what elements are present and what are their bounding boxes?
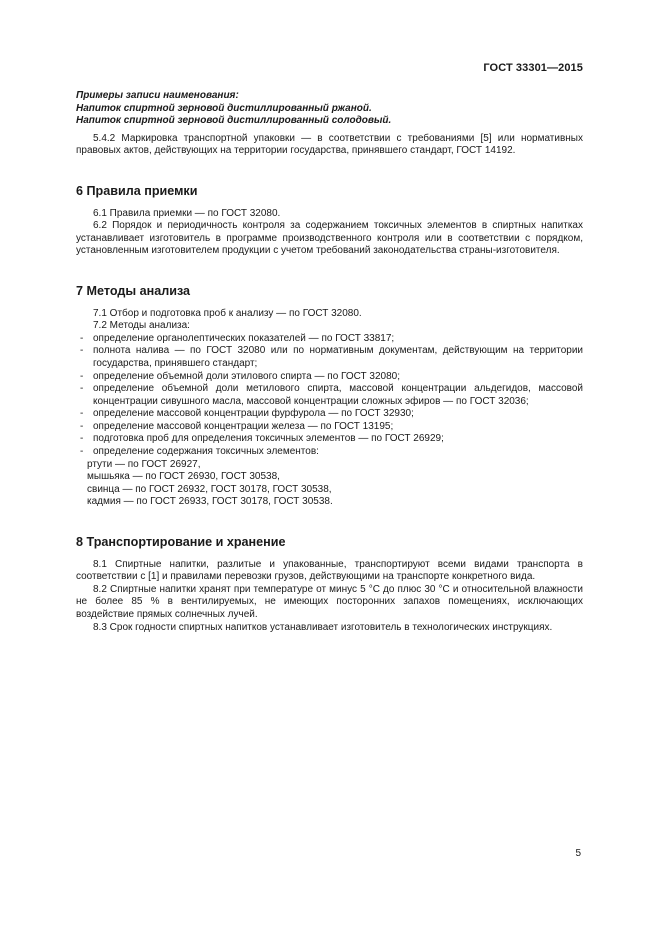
list-dash: - xyxy=(80,408,84,420)
list-dash: - xyxy=(80,446,84,458)
list-item-text: определение содержания токсичных элементов: xyxy=(93,446,319,458)
list-dash: - xyxy=(80,332,84,344)
list-item xyxy=(76,433,583,446)
paragraph-7-2: 7.2 Методы анализа: xyxy=(93,320,190,332)
list-dash: - xyxy=(80,370,84,382)
document-body xyxy=(76,90,583,634)
list-item-text: определение массовой концентрации железа — по ГОСТ 13195; xyxy=(93,420,394,432)
list-item-text: полнота налива — по ГОСТ 32080 или по нормативным документам, действующим на территории государства, принявшего стандарт; xyxy=(93,345,583,369)
toxic-element-text: ртути — по ГОСТ 26927, xyxy=(87,458,201,470)
section-8-heading: 8 Транспортирование и хранение xyxy=(76,535,286,550)
list-item-text: определение органолептических показателей — по ГОСТ 33817; xyxy=(93,332,395,344)
toxic-element-method xyxy=(76,484,583,497)
paragraph-7-1: 7.1 Отбор и подготовка проб к анализу — по ГОСТ 32080. xyxy=(93,307,362,319)
page-number: 5 xyxy=(575,848,581,859)
list-item-text: определение объемной доли метилового спирта, массовой концентрации альдегидов, массовой концентрации сивушного масла, массовой концентрации сложных эфиров — по ГОСТ 32036; xyxy=(93,383,583,407)
list-item xyxy=(76,333,583,346)
section-7-heading: 7 Методы анализа xyxy=(76,283,191,298)
list-item xyxy=(76,408,583,421)
toxic-element-method xyxy=(76,496,583,509)
paragraph-6-1: 6.1 Правила приемки — по ГОСТ 32080. xyxy=(93,207,281,219)
paragraph-8-2: 8.2 Спиртные напитки хранят при температуре от минус 5 °С до плюс 30 °С и относительной влажности не более 85 % в вентилируемых, не имеющих посторонних запахов помещениях, исключающих воздействие прямых солнечных лучей. xyxy=(76,583,583,620)
toxic-element-method xyxy=(76,471,583,484)
list-item xyxy=(76,371,583,384)
list-dash: - xyxy=(80,383,84,395)
example-line: Напиток спиртной зерновой дистиллированный ржаной. xyxy=(76,102,372,114)
examples-heading: Примеры записи наименования: xyxy=(76,90,239,101)
standard-code: ГОСТ 33301—2015 xyxy=(483,62,583,74)
toxic-element-text: свинца — по ГОСТ 26932, ГОСТ 30178, ГОСТ 30538, xyxy=(87,483,332,495)
list-item xyxy=(76,383,583,408)
paragraph-8-1: 8.1 Спиртные напитки, разлитые и упакованные, транспортируют всеми видами транспорта в соответствии с [1] и правилами перевозки грузов, действующими на транспорте конкретного вида. xyxy=(76,558,583,583)
paragraph-5-4-2: 5.4.2 Маркировка транспортной упаковки — в соответствии с требованиями [5] или нормативных правовых актов, действующих на территории государства, принявшего стандарт, ГОСТ 14192. xyxy=(76,132,583,157)
toxic-element-text: кадмия — по ГОСТ 26933, ГОСТ 30178, ГОСТ 30538. xyxy=(87,496,333,508)
list-item-text: подготовка проб для определения токсичных элементов — по ГОСТ 26929; xyxy=(93,433,444,445)
list-dash: - xyxy=(80,345,84,357)
toxic-element-text: мышьяка — по ГОСТ 26930, ГОСТ 30538, xyxy=(87,471,280,483)
list-item-text: определение объемной доли этилового спирта — по ГОСТ 32080; xyxy=(93,370,401,382)
list-dash: - xyxy=(80,420,84,432)
toxic-element-method xyxy=(76,459,583,472)
list-item-text: определение массовой концентрации фурфурола — по ГОСТ 32930; xyxy=(93,408,414,420)
paragraph-8-3: 8.3 Срок годности спиртных напитков устанавливает изготовитель в технологических инструкциях. xyxy=(93,621,553,633)
naming-examples xyxy=(76,90,583,128)
example-line: Напиток спиртной зерновой дистиллированный солодовый. xyxy=(76,115,392,127)
list-dash: - xyxy=(80,433,84,445)
section-6-heading: 6 Правила приемки xyxy=(76,183,198,198)
list-item xyxy=(76,421,583,434)
list-item xyxy=(76,345,583,370)
paragraph-6-2: 6.2 Порядок и периодичность контроля за содержанием токсичных элементов в спиртных напитках устанавливает изготовитель в программе производственного контроля или в соответствии с порядком, установленным изготовителем продукции с учетом требований законодательства страны-изготовителя. xyxy=(76,220,583,257)
list-item xyxy=(76,446,583,459)
